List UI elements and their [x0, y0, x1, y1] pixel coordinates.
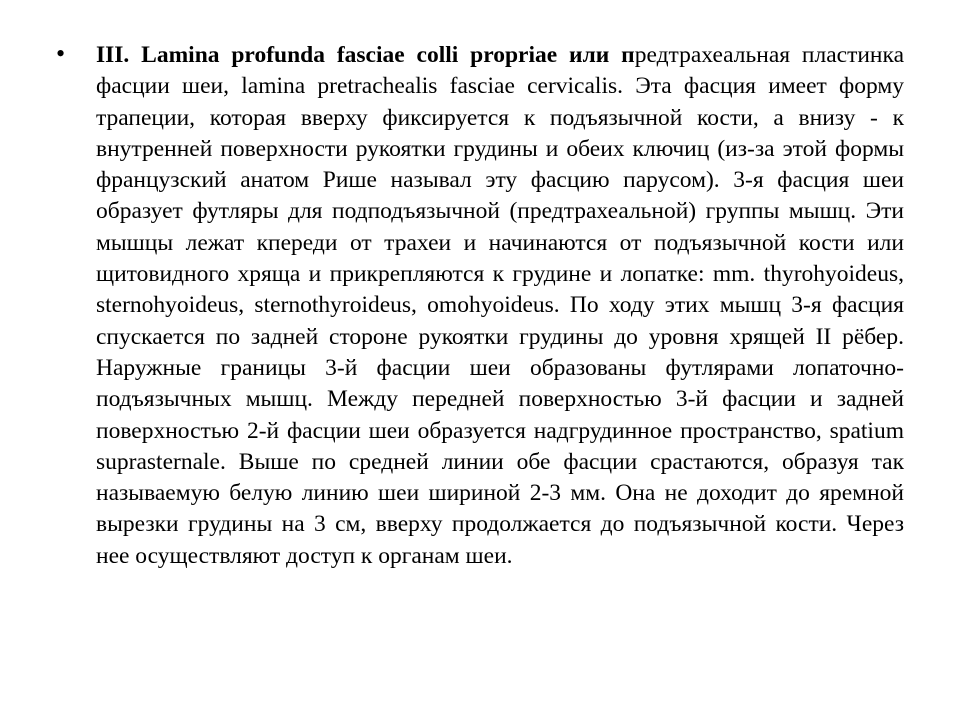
paragraph-lead-bold: III. Lamina profunda fasciae colli propriae или п	[96, 42, 635, 68]
bullet-marker: •	[56, 39, 66, 68]
paragraph-body-text: редтрахеальная пластинка фасции шеи, lamina pretrachealis fasciae cervicalis. Эта фасция имеет форму трапеции, которая вверху фиксируется к подъязычной кости, а внизу - к внутренней поверхности рукоятки грудины и обеих ключиц (из-за этой формы французский анатом Рише называл эту фасцию парусом). 3-я фасция шеи образует футляры для подподъязычной (предтрахеальной) группы мышц. Эти мышцы лежат кпереди от трахеи и начинаются от подъязычной кости или щитовидного хряща и прикрепляются к грудине и лопатке: mm. thyrohyoideus, sternohyoideus, sternothyroideus, omohyoideus. По ходу этих мышц 3-я фасция спускается по задней стороне рукоятки грудины до уровня хрящей II рёбер. Наружные границы 3-й фасции шеи образованы футлярами лопаточно-подъязычных мышц. Между передней поверхностью 3-й фасции и задней поверхностью 2-й фасции шеи образуется надгрудинное пространство, spatium suprasternale. Выше по средней линии обе фасции срастаются, образуя так называемую белую линию шеи шириной 2-3 мм. Она не доходит до яремной вырезки грудины на 3 см, вверху продолжается до подъязычной кости. Через нее осуществляют доступ к органам шеи.	[96, 42, 904, 569]
body-paragraph	[96, 40, 904, 572]
